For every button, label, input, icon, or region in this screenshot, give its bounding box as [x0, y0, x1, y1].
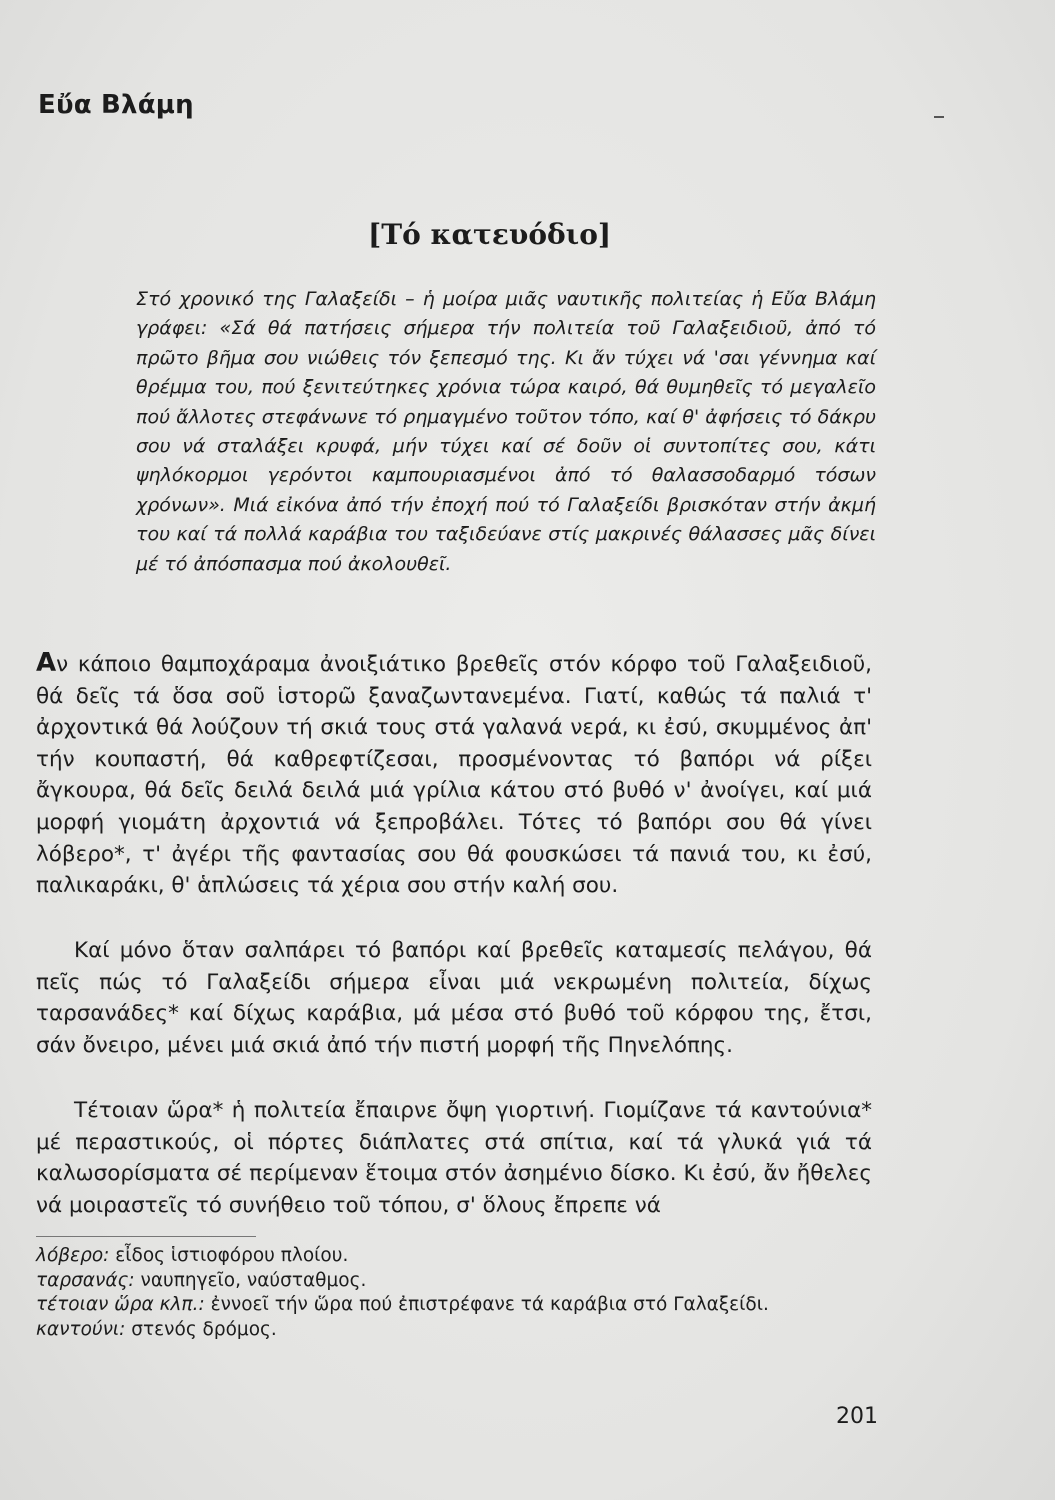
footnote: [36, 1269, 896, 1294]
footnote-term: ταρσανάς:: [36, 1269, 135, 1291]
drop-cap: Α: [36, 648, 57, 678]
footnote: [36, 1244, 896, 1269]
body-paragraph-3: Τέτοιαν ὥρα* ἡ πολιτεία ἔπαιρνε ὄψη γιορτινή. Γιομίζανε τά καντούνια* μέ περαστικούς, οἱ πόρτες διάπλατες στά σπίτια, καί τά γλυκά γιά τά καλωσορίσματα σέ περίμεναν ἕτοιμα στόν ἀσημένιο δίσκο. Κι ἐσύ, ἄν ἤθελες νά μοιραστεῖς τό συνήθειο τοῦ τόπου, σ' ὅλους ἔπρεπε νά: [36, 1098, 872, 1218]
chapter-title: [Τό κατευόδιο]: [368, 218, 612, 251]
margin-mark: [934, 116, 944, 118]
footnote-definition: ναυπηγεῖο, ναύσταθμος.: [134, 1269, 367, 1291]
page-number: 201: [836, 1404, 878, 1429]
footnote-definition: εἶδος ἱστιοφόρου πλοίου.: [109, 1245, 349, 1266]
footnote-definition: ἐννοεῖ τήν ὥρα πού ἐπιστρέφανε τά καράβια στό Γαλαξείδι.: [204, 1294, 769, 1315]
body-paragraph-1-text: ν κάποιο θαμποχάραμα ἀνοιξιάτικο βρεθεῖς στόν κόρφο τοῦ Γαλαξειδιοῦ, θά δεῖς τά ὅσα σοῦ ἱστορῶ ξαναζωντανεμένα. Γιατί, καθώς τά παλιά τ' ἀρχοντικά θά λούζουν τή σκιά τους στά γαλανά νερά, κι ἐσύ, σκυμμένος ἀπ' τήν κουπαστή, θά καθρεφτίζεσαι, προσμένοντας τό βαπόρι νά ρίξει ἄγκουρα, θά δεῖς δειλά δειλά μιά γρίλια κάτου στό βυθό ν' ἀνοίγει, καί μιά μορφή γιομάτη ἀρχοντιά νά ξεπροβάλει. Τότες τό βαπόρι σου θά γίνει λόβερο*, τ' ἀγέρι τῆς φαντασίας σου θά φουσκώσει τά πανιά του, κι ἐσύ, παλικαράκι, θ' ἁπλώσεις τά χέρια σου στήν καλή σου.: [36, 652, 872, 899]
body-paragraph-1: [36, 648, 872, 902]
footnote: [36, 1318, 896, 1343]
author-name: Εὔα Βλάμη: [38, 90, 194, 120]
intro-paragraph: Στό χρονικό της Γαλαξείδι – ἡ μοίρα μιᾶς ναυτικῆς πολιτείας ἡ Εὔα Βλάμη γράφει: «Σά θά πατήσεις σήμερα τήν πολιτεία τοῦ Γαλαξειδιοῦ, ἀπό τό πρῶτο βῆμα σου νιώθεις τόν ξεπεσμό της. Κι ἄν τύχει νά 'σαι γέννημα καί θρέμμα του, πού ξενιτεύτηκες χρόνια τώρα καιρό, θά θυμηθεῖς τό μεγαλεῖο πού ἄλλοτες στεφάνωνε τό ρημαγμένο τοῦτον τόπο, καί θ' ἀφήσεις τό δάκρυ σου νά σταλάξει κρυφά, μήν τύχει καί σέ δοῦν οἱ συντοπίτες σου, κάτι ψηλόκορμοι γερόντοι καμπουριασμένοι ἀπό τό θαλασσοδαρμό τόσων χρόνων». Μιά εἰκόνα ἀπό τήν ἐποχή πού τό Γαλαξείδι βρισκόταν στήν ἀκμή του καί τά πολλά καράβια του ταξιδεύανε στίς μακρινές θάλασσες μᾶς δίνει μέ τό ἀπόσπασμα πού ἀκολουθεῖ.: [136, 288, 876, 575]
footnote: [36, 1293, 896, 1318]
body-paragraph-2: Καί μόνο ὅταν σαλπάρει τό βαπόρι καί βρεθεῖς καταμεσίς πελάγου, θά πεῖς πώς τό Γαλαξείδι σήμερα εἶναι μιά νεκρωμένη πολιτεία, δίχως ταρσανάδες* καί δίχως καράβια, μά μέσα στό βυθό τοῦ κόρφου της, ἔτσι, σάν ὄνειρο, μένει μιά σκιά ἀπό τήν πιστή μορφή τῆς Πηνελόπης.: [36, 938, 872, 1058]
footnote-definition: στενός δρόμος.: [125, 1318, 277, 1340]
footnote-term: λόβερο:: [36, 1245, 110, 1266]
footnote-term: καντούνι:: [36, 1318, 126, 1340]
footnote-term: τέτοιαν ὥρα κλπ.:: [36, 1294, 205, 1315]
footnotes: [36, 1244, 896, 1342]
footnote-divider: [36, 1236, 256, 1237]
